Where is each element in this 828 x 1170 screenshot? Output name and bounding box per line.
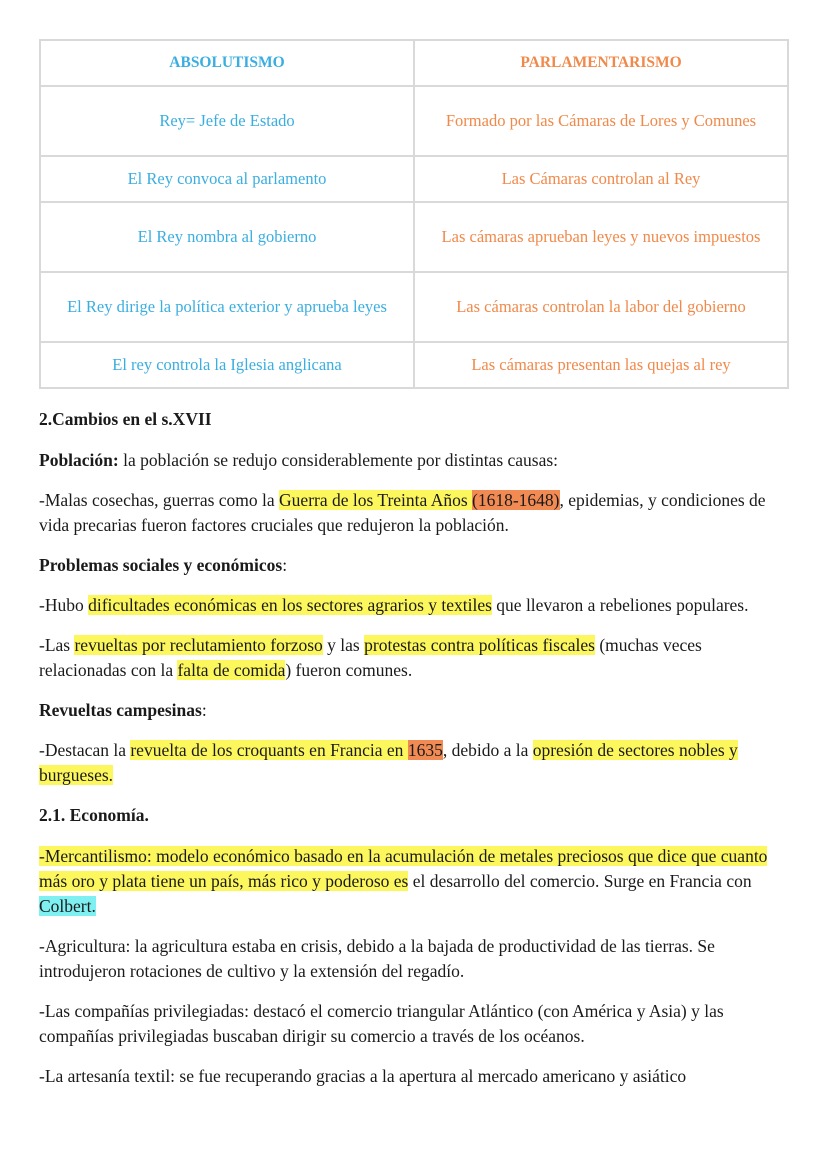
comparison-table xyxy=(39,39,789,389)
table-cell-parlamentarismo: Las Cámaras controlan al Rey xyxy=(414,156,788,202)
highlight: revueltas por reclutamiento forzoso xyxy=(74,635,323,655)
revueltas-heading: Revueltas campesinas: xyxy=(39,700,207,720)
table-cell-absolutismo: Rey= Jefe de Estado xyxy=(40,86,414,156)
table-cell-absolutismo: El Rey dirige la política exterior y aprueba leyes xyxy=(40,272,414,342)
highlight: Colbert. xyxy=(39,896,96,916)
table-row xyxy=(40,202,788,272)
table-cell-parlamentarismo: Las cámaras aprueban leyes y nuevos impuestos xyxy=(414,202,788,272)
paragraph: -Las compañías privilegiadas: destacó el comercio triangular Atlántico (con América y Asia) y las compañías privilegiadas buscaban dirigir su comercio a través de los océanos. xyxy=(39,1001,724,1046)
table-row xyxy=(40,342,788,388)
highlight: -Mercantilismo xyxy=(39,846,147,866)
section-title: 2.Cambios en el s.XVII xyxy=(39,409,212,429)
table-row xyxy=(40,86,788,156)
paragraph: -Agricultura: la agricultura estaba en crisis, debido a la bajada de productividad de las tierras. Se introdujeron rotaciones de cultivo y la extensión del regadío. xyxy=(39,936,715,981)
highlight: falta de comida xyxy=(177,660,286,680)
highlight: Guerra de los Treinta Años xyxy=(279,490,473,510)
highlight: revuelta de los croquants en Francia en xyxy=(130,740,408,760)
term-label: Población: xyxy=(39,450,119,470)
table-cell-absolutismo: El rey controla la Iglesia anglicana xyxy=(40,342,414,388)
poblacion-paragraph: Población: la población se redujo considerablemente por distintas causas: xyxy=(39,450,559,470)
table-cell-parlamentarismo: Formado por las Cámaras de Lores y Comunes xyxy=(414,86,788,156)
document-page xyxy=(39,39,789,1104)
paragraph: -La artesanía textil: se fue recuperando gracias a la apertura al mercado americano y asiático xyxy=(39,1066,687,1086)
document-body xyxy=(39,407,789,1089)
table-row xyxy=(40,156,788,202)
table-cell-absolutismo: El Rey nombra al gobierno xyxy=(40,202,414,272)
header-absolutismo: ABSOLUTISMO xyxy=(40,40,414,86)
highlight: dificultades económicas en los sectores agrarios y textiles xyxy=(88,595,492,615)
table-cell-parlamentarismo: Las cámaras controlan la labor del gobierno xyxy=(414,272,788,342)
paragraph: -Hubo dificultades económicas en los sectores agrarios y textiles que llevaron a rebeliones populares. xyxy=(39,595,749,615)
paragraph: -Las revueltas por reclutamiento forzoso y las protestas contra políticas fiscales (muchas veces relacionadas con la falta de comida) fueron comunes. xyxy=(39,635,702,680)
highlight: (1618-1648) xyxy=(472,490,560,510)
table-row xyxy=(40,272,788,342)
highlight: 1635 xyxy=(407,740,443,760)
section-title: 2.1. Economía. xyxy=(39,805,149,825)
header-parlamentarismo: PARLAMENTARISMO xyxy=(414,40,788,86)
paragraph: -Mercantilismo: modelo económico basado en la acumulación de metales preciosos que dice que cuanto más oro y plata tiene un país, más rico y poderoso es el desarrollo del comercio. Surge en Francia con Colbert. xyxy=(39,846,768,916)
highlight: protestas contra políticas fiscales xyxy=(364,635,595,655)
problemas-heading: Problemas sociales y económicos: xyxy=(39,555,288,575)
table-cell-absolutismo: El Rey convoca al parlamento xyxy=(40,156,414,202)
highlight: : modelo económico basado en la acumulación de metales preciosos que dice que cuanto más oro y plata tiene un país, más rico y poderoso es xyxy=(39,846,768,891)
table-cell-parlamentarismo: Las cámaras presentan las quejas al rey xyxy=(414,342,788,388)
table-header-row xyxy=(40,40,788,86)
paragraph: -Malas cosechas, guerras como la Guerra de los Treinta Años (1618-1648), epidemias, y condiciones de vida precarias fueron factores cruciales que redujeron la población. xyxy=(39,490,766,535)
highlight: opresión de sectores nobles y burgueses. xyxy=(39,740,738,785)
paragraph: -Destacan la revuelta de los croquants en Francia en 1635, debido a la opresión de sectores nobles y burgueses. xyxy=(39,740,738,785)
